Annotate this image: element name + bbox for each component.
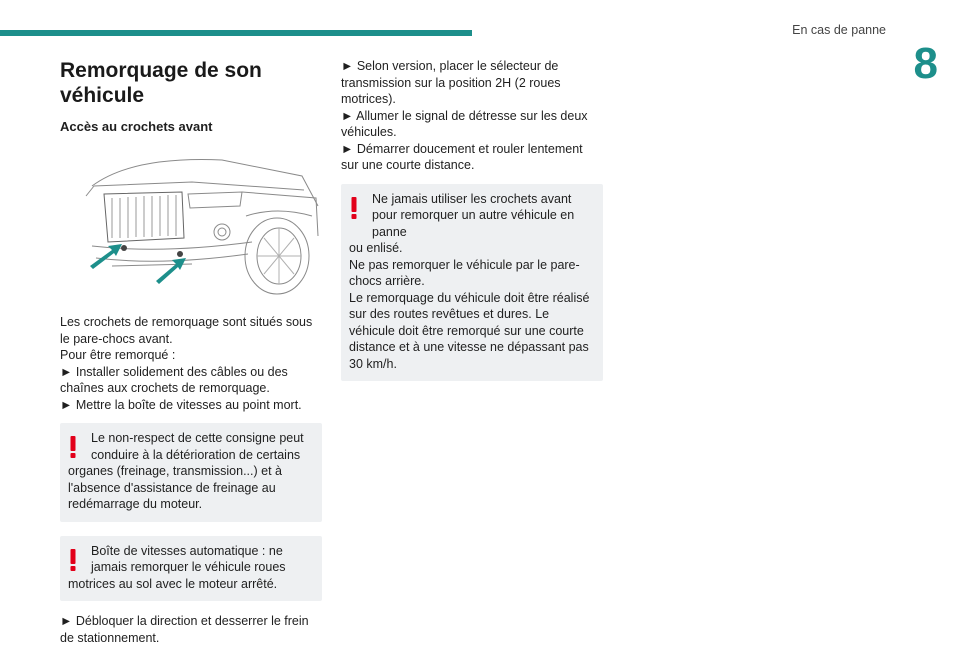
warning-automatic-rest: motrices au sol avec le moteur arrêté.	[68, 576, 278, 591]
car-front-hooks-illustration	[72, 146, 320, 296]
warning-hooks-line3: Ne pas remorquer le véhicule par le pare-chocs arrière.	[349, 257, 580, 288]
title-line-1: Remorquage de son	[60, 59, 262, 82]
warning-hooks-line2: ou enlisé.	[349, 241, 403, 255]
warning-hooks-lead: Ne jamais utiliser les crochets avant pour remorquer un autre véhicule en panne	[372, 191, 575, 239]
bullet-start-slowly: ► Démarrer doucement et rouler lentement sur une courte distance.	[341, 141, 583, 172]
bullet-hazard-lights: ► Allumer le signal de détresse sur les deux véhicules.	[341, 108, 588, 139]
bullet-selector-2h: ► Selon version, placer le sélecteur de transmission sur la position 2H (2 roues motrices).	[341, 59, 561, 106]
paragraph-location: Les crochets de remorquage sont situés sous le pare-chocs avant.	[60, 315, 313, 346]
right-column	[341, 58, 603, 381]
warning-damage-lead: Le non-respect de cette consigne peut conduire à la détérioration de certains	[91, 431, 304, 462]
warning-box-automatic	[60, 536, 322, 602]
exclamation-icon	[70, 436, 76, 458]
exclamation-icon	[70, 549, 76, 571]
subtitle: Accès au crochets avant	[60, 119, 213, 134]
warning-automatic-lead: Boîte de vitesses automatique : ne jamais remorquer le véhicule roues	[91, 543, 286, 574]
header-accent-bar	[0, 30, 472, 36]
warning-hooks-line4: Le remorquage du véhicule doit être réalisé sur des routes revêtues et dures. Le véhicule doit être remorqué sur une courte distance et à une vitesse ne dépassant pas 30 km/h.	[349, 290, 590, 371]
warning-box-hooks	[341, 184, 603, 382]
paragraph-towed: Pour être remorqué :	[60, 348, 176, 362]
exclamation-icon	[351, 197, 357, 219]
warning-damage-rest: organes (freinage, transmission...) et à l'absence d'assistance de freinage au redémarrage du moteur.	[68, 464, 282, 511]
warning-box-damage	[60, 423, 322, 522]
section-title: En cas de panne	[792, 23, 886, 37]
page-title	[60, 58, 322, 108]
left-column	[60, 58, 322, 646]
title-line-2: véhicule	[60, 84, 145, 107]
bullet-install-cables: ► Installer solidement des câbles ou des chaînes aux crochets de remorquage.	[60, 364, 288, 395]
bullet-steering-brake: ► Débloquer la direction et desserrer le frein de stationnement.	[60, 614, 309, 645]
bullet-neutral: ► Mettre la boîte de vitesses au point mort.	[60, 397, 302, 412]
chapter-number: 8	[913, 39, 938, 88]
